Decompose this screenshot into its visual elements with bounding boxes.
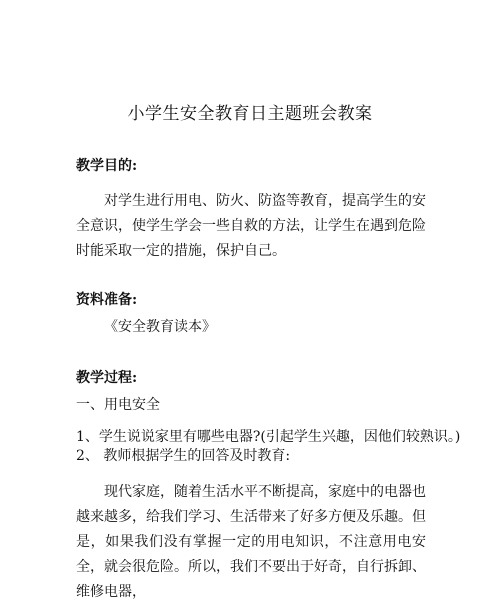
document-title: 小学生安全教育日主题班会教案 — [127, 104, 373, 124]
purpose-paragraph: 对学生进行用电、防火、防盗等教育，提高学生的安全意识，使学生学会一些自救的方法，让学生在遇到危险时能采取一定的措施，保护自己。 — [76, 193, 426, 259]
process-step-2: 2、 教师根据学生的回答及时教育: — [76, 448, 291, 464]
process-subheading: 一、用电安全 — [76, 397, 160, 413]
process-step-1: 1、学生说说家里有哪些电器?(引起学生兴趣，因他们较熟识。) — [76, 429, 461, 445]
section-heading-process: 教学过程: — [76, 370, 138, 386]
section-heading-purpose: 教学目的: — [76, 158, 138, 174]
process-paragraph: 现代家庭，随着生活水平不断提高，家庭中的电器也越来越多，给我们学习、生活带来了好多方便及乐趣。但是，如果我们没有掌握一定的用电知识，不注意用电安全，就会很危险。所以，我们不要出于好奇，自行拆卸、维修电器， — [76, 484, 426, 600]
section-heading-materials: 资料准备: — [76, 292, 138, 308]
materials-item: 《安全教育读本》 — [104, 319, 216, 335]
